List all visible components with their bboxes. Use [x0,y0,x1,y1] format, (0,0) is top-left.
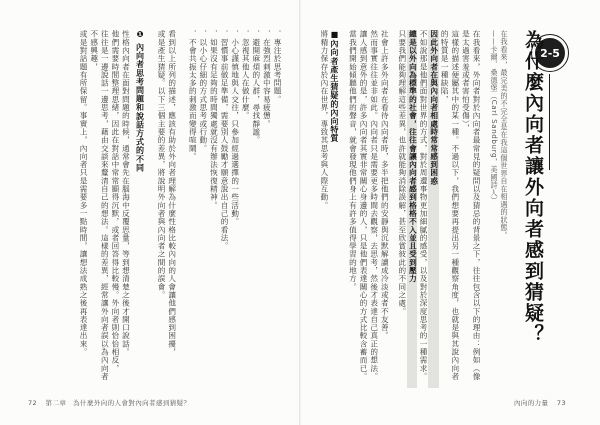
running-head: 第二章 為什麼外向的人會對內向者感到猜疑？ [45,399,191,407]
body-paragraph: 他們需要時間整理思緒，因此在對話中常常顯得沉默，或者回答得比較慢。外向者則恰恰相反， [110,30,120,373]
trait-list-item: ．忽視其他人在做什麼。 [241,30,251,120]
body-paragraph: 讓人感到意外的是，許多內向者其實非常關心身邊的人，只是他們表達關心的方式比較含蓄而已。 [359,30,369,381]
epigraph-author: ——卡爾．桑德堡（Carl Sandburg，美國詩人） [490,30,499,205]
body-paragraph: 然而事實往往並非如此。內向者只是需要更多時間去觀察，去思考，然後才表達自己真正的想法。 [369,30,379,381]
body-paragraph: 這樣的描述便屬其中的某一種。不過以下，我們想要再提出另一種觀察角度，也就是與其說內向者的特質是一種缺陷， [440,30,460,381]
section-badge: 2-5 [535,38,565,68]
right-page-footer [514,398,572,407]
body-paragraph: 不如說那是他們面對世界的方式，對於周遭事物更加細膩的感受，以及對於深度思考的一種需求。 [419,30,429,381]
body-paragraph: 或是產生猜疑。以下三個主要的差異，將說明外向者與內向者之間的誤會。 [157,30,167,299]
highlighted-text: 因此外向者在與內向者相處時常常感到困惑 [428,30,439,388]
body-paragraph: 或是對話題有所保留。事實上，內向者只是需要多一點時間，讓想法成熟之後再表達出來。 [79,30,89,356]
section-subheading: ■內向者產生猜疑的內向特質 [329,30,339,143]
body-paragraph: 在我看來，外向者對於內向者最常見的疑問以及猜忌的背景之下，往往包含以下的理由：例如（像是太過害羞或者害怕受傷）， [461,30,481,381]
running-head: 內向的力量 [513,399,549,407]
section-subheading: ❶ 內向者思考問題和說話方式的不同 [135,30,145,172]
body-paragraph: 將精力保存於內在世界，專致其思考與人際互動。 [319,30,329,210]
left-page-footer [28,398,196,407]
page-number: 73 [556,399,566,407]
trait-list-item: ．專注於思考問題。 [273,30,282,104]
body-paragraph: 看到以上所列的描述，應該有助於外向者理解為什麼性格比較內向的人會讓他們感到困擾， [167,30,177,356]
trait-list-item: ．習慣事前做足準備，需要別人鼓勵才願意說出自己的看法。 [220,30,230,251]
page-gutter [299,0,301,425]
trait-list-item: ．避開麻煩的人群，尋找靜謐。 [251,30,261,145]
trait-list-item: ．不會共振太多的刺激而變得喧鬧。 [188,30,198,161]
body-paragraph: 當我們開始傾聽他們的聲音，就會發現他們身上有許多值得學習的地方。 [348,30,358,291]
body-paragraph: 性格內向者在面對問題的時候，通常會先在腦海中反覆思量，等到想清楚之後才開口說話。 [121,30,131,356]
trait-list-item: ．如果沒有足夠的時間獨處就沒有辦法恢復精神。 [209,30,219,210]
right-page-text-flow [318,30,580,388]
highlighted-text: 總是以外向為標準的社會，往往會讓內向者感到格格不入並且受到壓力 [407,30,418,388]
left-page [20,30,282,388]
right-page [318,30,580,388]
page-number: 72 [28,399,38,407]
trait-list-item: ．以小心仔細的方式思考或行動。 [198,30,208,153]
left-page-text-flow [20,30,282,388]
chapter-title: 為什麼內向者讓外向者感到猜疑？ [522,30,544,345]
body-paragraph: 社會上許多外向者在看待內向者時，多半把他們的安靜與沉默解讀成冷淡或者不友善。 [380,30,390,340]
trait-list-item: ．小心謹慎地與人交往，只參加經過選擇的一些活動。 [230,30,240,226]
body-paragraph: 往往是一邊說話一邊思考，藉由交談來釐清自己的想法。這樣的差異，經常讓外向者誤以為內向者不感興趣， [89,30,110,381]
body-paragraph: 只要我們能夠理解這些差異，也許就能夠消除誤解，甚至欣賞彼此的不同之處。 [397,30,407,316]
epigraph-text: 在我看來，最完美的不完全是在我這個世界自在相遇的狀態。 [500,30,509,240]
trait-list-item: ．在強烈刺激中容易疲憊。 [262,30,272,128]
